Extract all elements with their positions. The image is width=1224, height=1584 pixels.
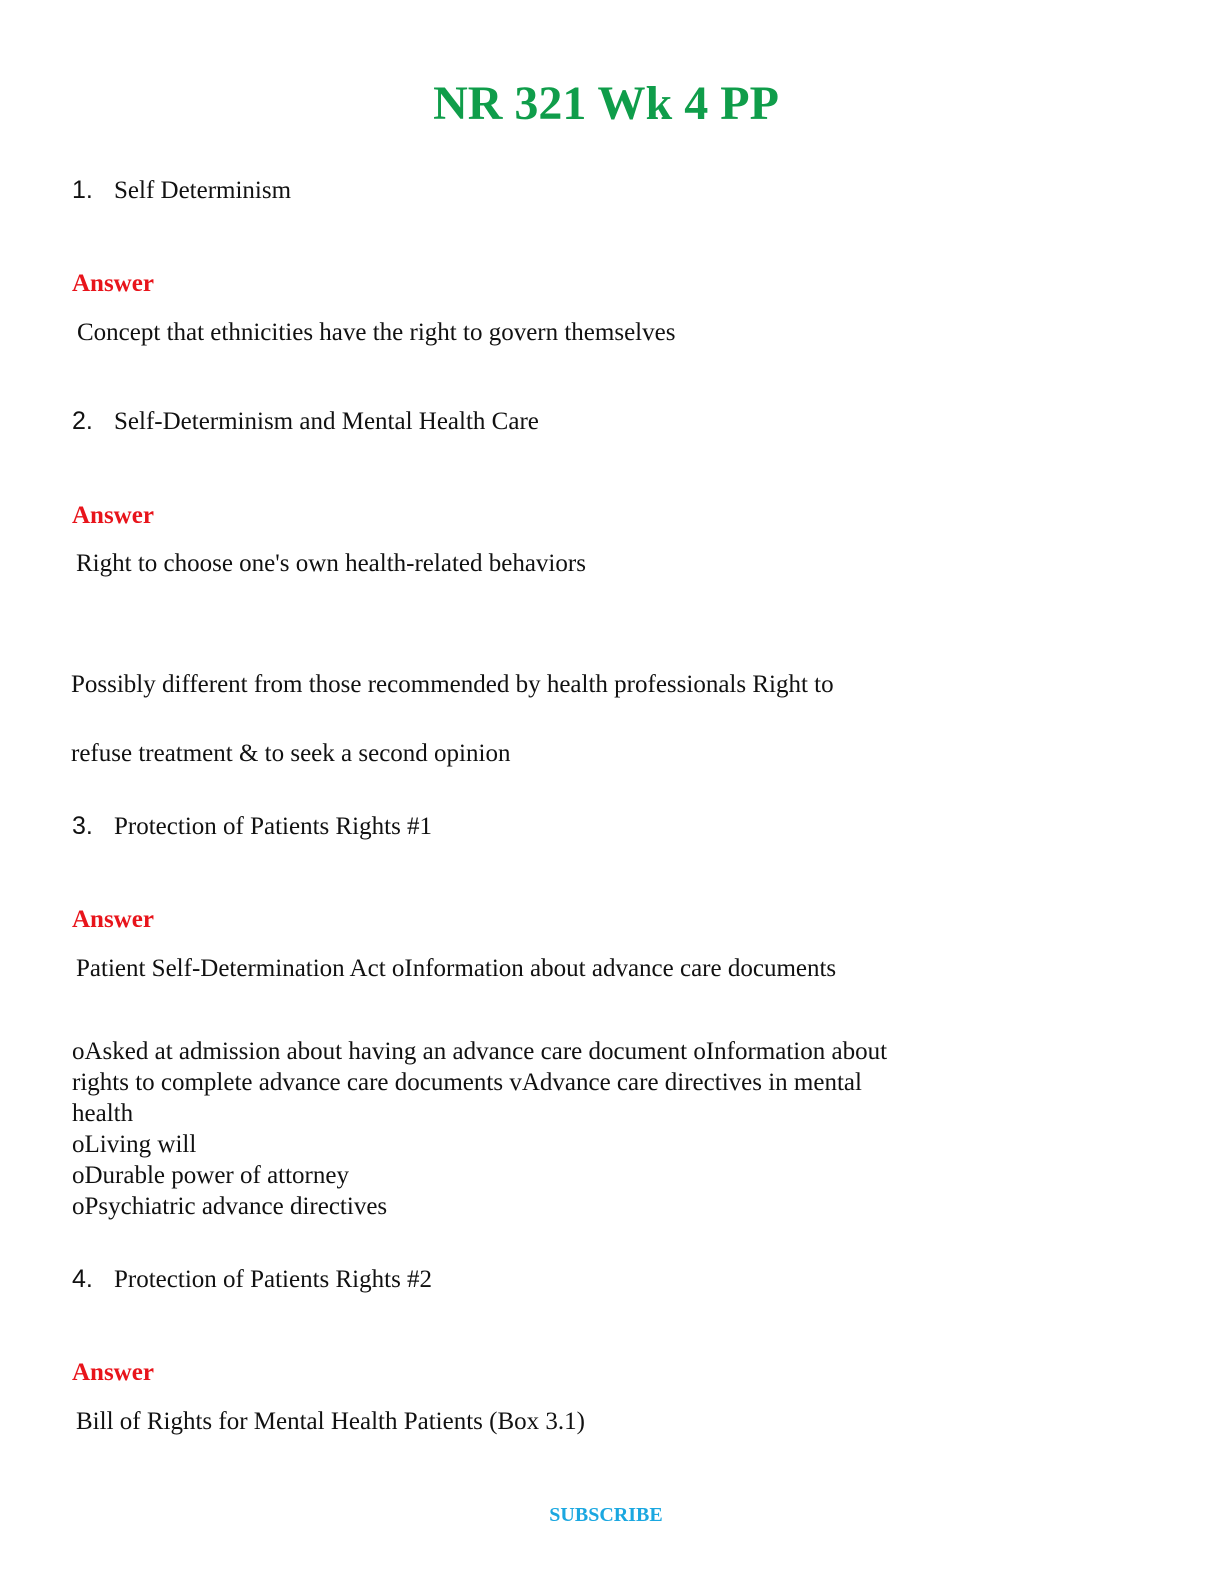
- answer-2: Right to choose one's own health-related behaviors: [76, 550, 586, 577]
- question-text: Protection of Patients Rights #1: [114, 813, 433, 840]
- answer-3-details: [72, 1036, 1002, 1222]
- answer-label-2: Answer: [72, 502, 154, 529]
- answer-2-extra-line-2: refuse treatment & to seek a second opinion: [71, 740, 511, 767]
- question-number: 1.: [72, 176, 93, 204]
- question-number: 3.: [72, 812, 93, 840]
- question-3: [72, 811, 432, 842]
- document-title: NR 321 Wk 4 PP: [433, 77, 779, 130]
- answer-label-1: Answer: [72, 270, 154, 297]
- detail-line: oPsychiatric advance directives: [72, 1193, 388, 1220]
- question-text: Protection of Patients Rights #2: [114, 1266, 433, 1293]
- answer-4: Bill of Rights for Mental Health Patients (Box 3.1): [76, 1408, 585, 1435]
- question-text: Self Determinism: [114, 177, 292, 204]
- question-number: 4.: [72, 1265, 93, 1293]
- question-4: [72, 1264, 432, 1295]
- answer-3: Patient Self-Determination Act oInformation about advance care documents: [76, 955, 837, 982]
- answer-label-4: Answer: [72, 1359, 154, 1386]
- detail-line: oLiving will: [72, 1131, 197, 1158]
- detail-line: health: [72, 1100, 134, 1127]
- answer-label-3: Answer: [72, 906, 154, 933]
- detail-line: oAsked at admission about having an advance care document oInformation about: [72, 1038, 888, 1065]
- detail-line: rights to complete advance care documents vAdvance care directives in mental: [72, 1069, 862, 1096]
- question-2: [72, 406, 539, 437]
- answer-1: Concept that ethnicities have the right to govern themselves: [77, 319, 676, 346]
- question-number: 2.: [72, 407, 93, 435]
- detail-line: oDurable power of attorney: [72, 1162, 349, 1189]
- question-1: [72, 175, 291, 206]
- answer-2-extra-line-1: Possibly different from those recommended by health professionals Right to: [71, 671, 834, 698]
- question-text: Self-Determinism and Mental Health Care: [114, 408, 539, 435]
- subscribe-link[interactable]: SUBSCRIBE: [549, 1504, 663, 1526]
